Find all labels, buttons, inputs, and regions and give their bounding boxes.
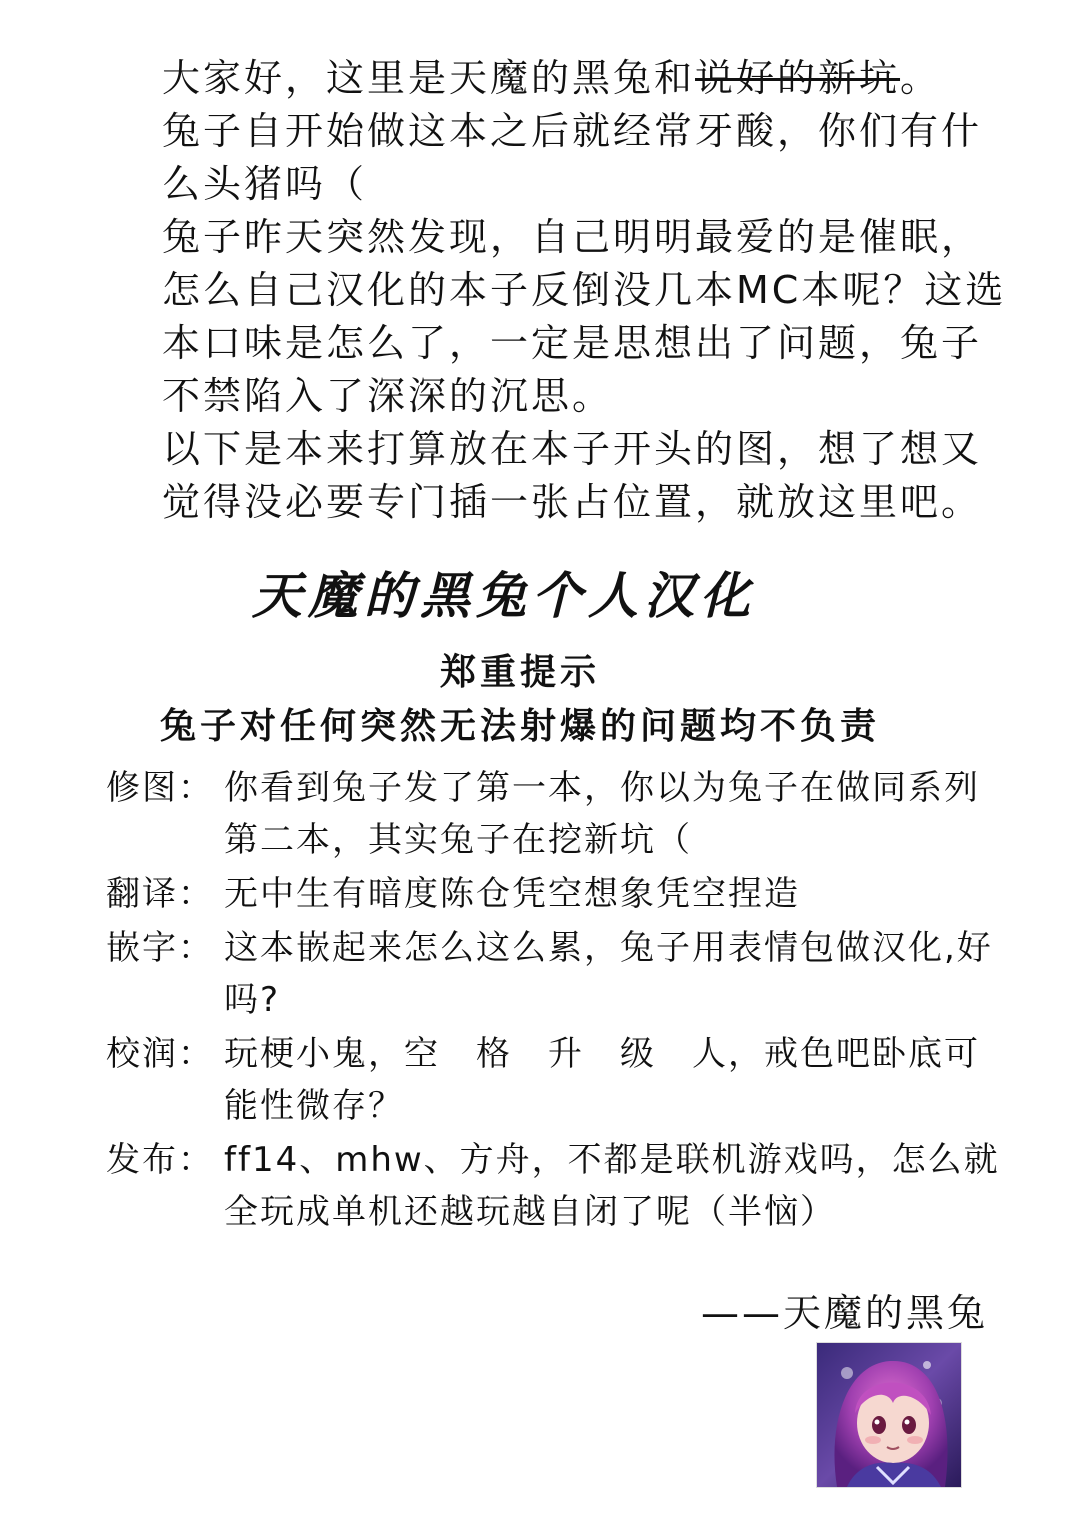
intro-paragraph-1: [82, 52, 1012, 105]
credit-text: 你看到兔子发了第一本，你以为兔子在做同系列第二本，其实兔子在挖新坑（: [224, 768, 980, 860]
intro-period: 。: [900, 56, 942, 100]
intro-paragraph-4: 以下是本来打算放在本子开头的图，想了想又觉得没必要专门插一张占位置，就放这里吧。: [162, 427, 983, 524]
credit-role: 校润：: [106, 1034, 214, 1074]
signature: ——天魔的黑兔: [700, 1291, 988, 1335]
credit-role: 发布：: [106, 1140, 214, 1180]
credit-release: [106, 1134, 1006, 1238]
credit-typesetting: [106, 922, 1006, 1026]
credit-role: 翻译：: [106, 874, 214, 914]
notice-subtitle: 兔子对任何突然无法射爆的问题均不负责: [159, 706, 880, 747]
credit-text: 无中生有暗度陈仓凭空想象凭空捏造: [224, 874, 800, 914]
notice-title: 郑重提示: [439, 652, 600, 693]
group-banner-title: 天魔的黑兔个人汉化: [252, 567, 756, 625]
credit-role: 嵌字：: [106, 928, 214, 968]
credits-list: [106, 762, 1006, 1240]
struck-text: 说好的新坑: [695, 56, 901, 100]
intro-paragraph-3: 兔子昨天突然发现，自己明明最爱的是催眠，怎么自己汉化的本子反倒没几本MC本呢？这选本口味是怎么了，一定是思想出了问题，兔子不禁陷入了深深的沉思。: [162, 215, 1007, 418]
intro-paragraph-2: 兔子自开始做这本之后就经常牙酸，你们有什么头猪吗（: [162, 109, 983, 206]
credit-text: 这本嵌起来怎么这么累，兔子用表情包做汉化,好吗?: [224, 928, 993, 1020]
intro-greeting: 大家好，这里是天魔的黑兔和: [162, 56, 696, 100]
credit-role: 修图：: [106, 768, 214, 808]
credit-proofreading: [106, 1028, 1006, 1132]
credit-text: ff14、mhw、方舟，不都是联机游戏吗，怎么就全玩成单机还越玩越自闭了呢（半恼）: [224, 1140, 1000, 1232]
anime-girl-avatar-image: [816, 1342, 962, 1488]
intro-text: [82, 52, 1012, 529]
credit-text: 玩梗小鬼，空 格 升 级 人，戒色吧卧底可能性微存？: [224, 1034, 980, 1126]
credit-translation: [106, 868, 1006, 920]
credit-retouch: [106, 762, 1006, 866]
anime-girl-avatar-icon: [817, 1343, 961, 1487]
